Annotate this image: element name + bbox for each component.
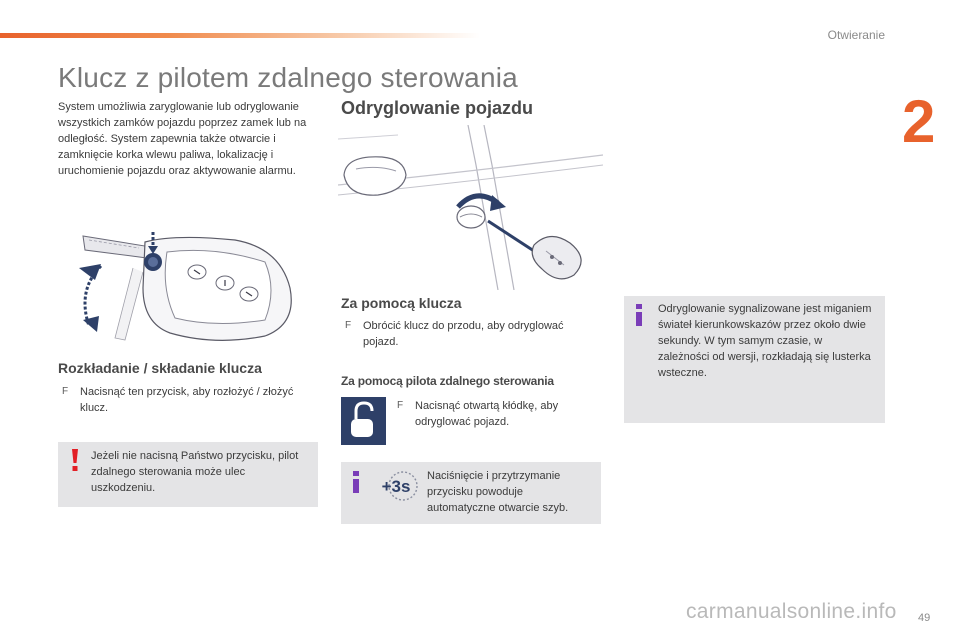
key-fold-illustration — [75, 228, 300, 348]
folding-instruction-text: Nacisnąć ten przycisk, aby rozłożyć / złożyć klucz. — [80, 386, 294, 414]
bullet-mark: F — [345, 320, 352, 331]
folding-instruction — [58, 384, 308, 416]
plus-3s-badge-icon — [371, 471, 421, 501]
open-padlock-icon — [341, 397, 386, 445]
exclamation-icon — [68, 448, 82, 472]
info-signal-text: Odryglowanie sygnalizowane jest miganiem świateł kierunkowskazów przez około dwie sekundy. W tym samym czasie, w zależności od wersji, rozkładają się lusterka wsteczne. — [658, 303, 872, 379]
info-note-signal — [624, 296, 885, 423]
by-remote-instruction-text: Nacisnąć otwartą kłódkę, aby odryglować pojazd. — [415, 400, 559, 428]
page-title: Klucz z pilotem zdalnego sterowania — [58, 62, 518, 93]
watermark: carmanualsonline.info — [686, 600, 897, 623]
info-windows-text: Naciśnięcie i przytrzymanie przycisku powoduje automatyczne otwarcie szyb. — [427, 470, 569, 514]
by-remote-heading: Za pomocą pilota zdalnego sterowania — [341, 374, 554, 388]
car-door-lock-illustration — [338, 125, 603, 290]
by-key-instruction — [341, 318, 601, 350]
info-icon — [634, 304, 644, 326]
by-key-instruction-text: Obrócić klucz do przodu, aby odryglować pojazd. — [363, 320, 564, 348]
info-icon — [351, 471, 361, 493]
header-accent-bar — [0, 33, 480, 38]
bullet-mark: F — [397, 400, 404, 411]
section-name: Otwieranie — [827, 28, 885, 42]
unlock-heading: Odryglowanie pojazdu — [341, 98, 534, 118]
intro-paragraph: System umożliwia zaryglowanie lub odryglowanie wszystkich zamków pojazdu poprzez zamek lub na odległość. System zapewnia także otwarcie i zamknięcie korka wlewu paliwa, lokalizację i uruchomienie pojazdu oraz aktywowanie alarmu. — [58, 101, 307, 177]
by-key-heading: Za pomocą klucza — [341, 295, 462, 311]
folding-heading: Rozkładanie / składanie klucza — [58, 360, 262, 376]
by-remote-instruction — [393, 398, 603, 430]
warning-note — [58, 442, 318, 507]
page-number: 49 — [918, 612, 931, 624]
warning-text: Jeżeli nie nacisną Państwo przycisku, pilot zdalnego sterowania może ulec uszkodzeniu. — [91, 450, 299, 494]
plus-3s-label: +3s — [381, 477, 411, 496]
info-note-windows — [341, 462, 601, 524]
bullet-mark: F — [62, 386, 69, 397]
chapter-number: 2 — [902, 88, 936, 155]
